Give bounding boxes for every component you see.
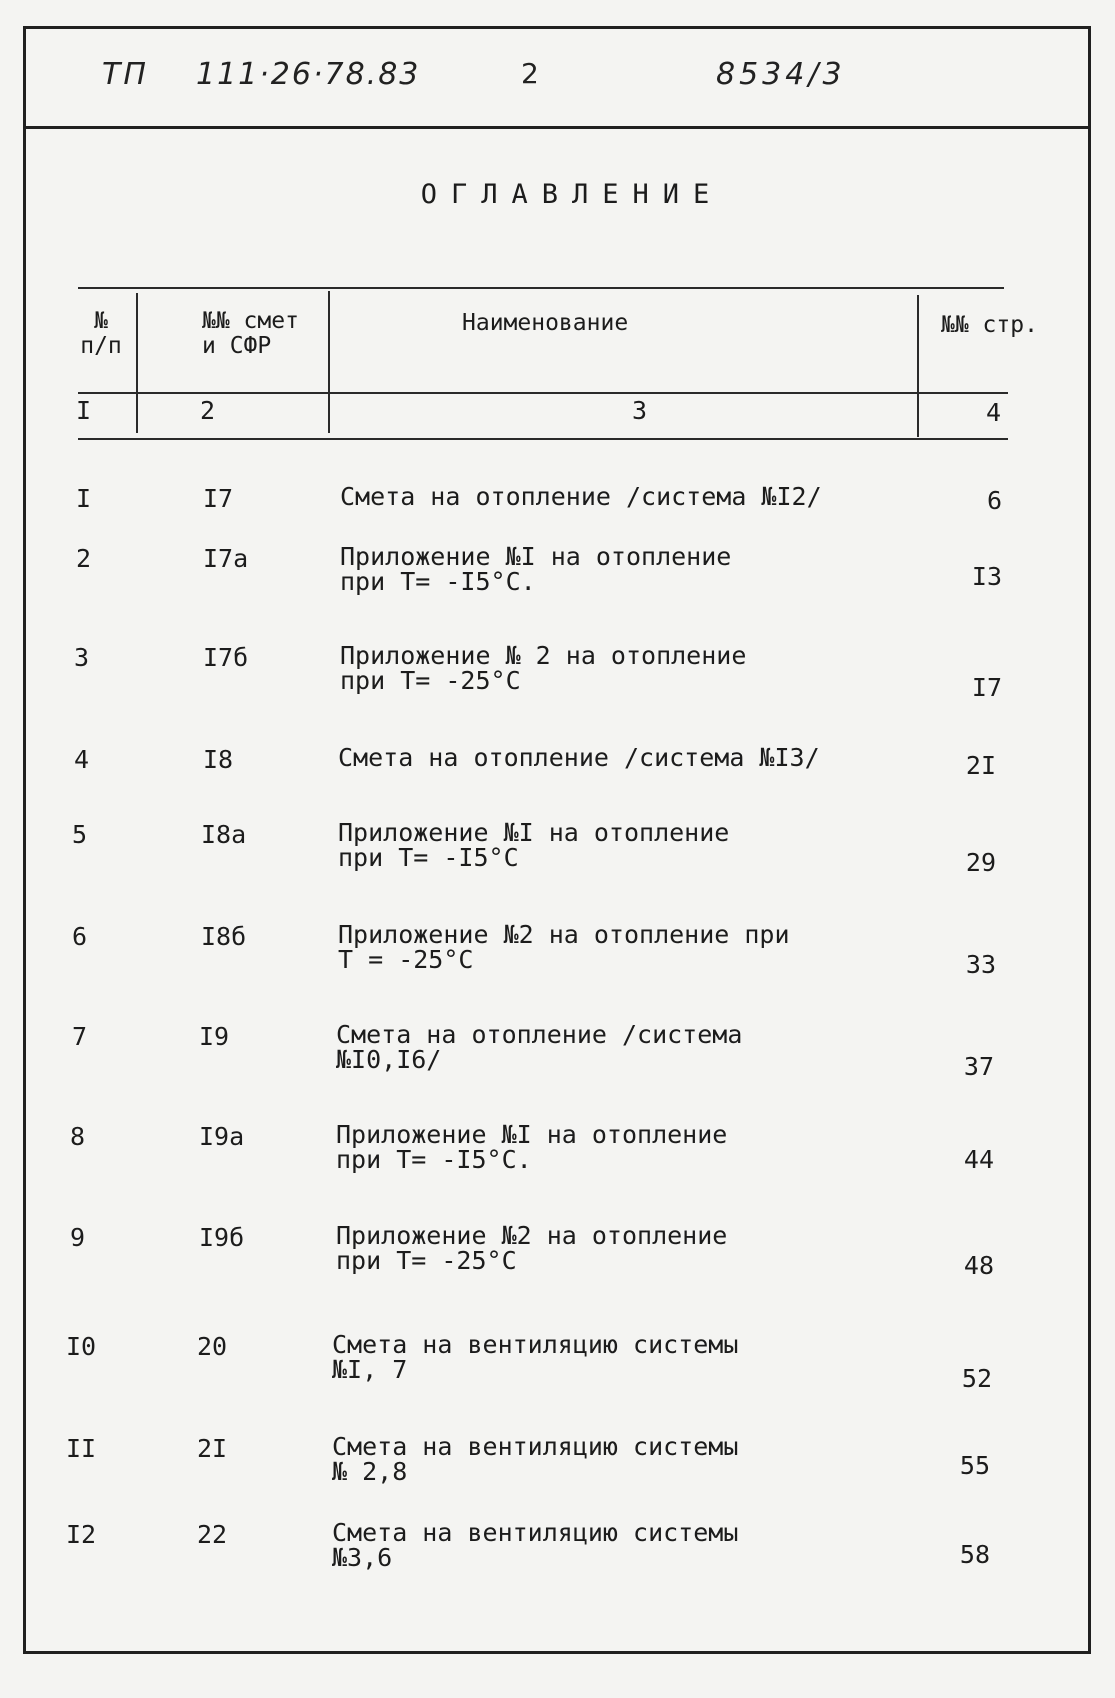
entry-page: I7 xyxy=(971,673,1002,702)
title-stamp xyxy=(26,29,1088,129)
table-col-divider-1 xyxy=(136,293,138,433)
entry-page: 29 xyxy=(965,848,996,877)
entry-page: 2I xyxy=(965,751,996,780)
entry-name: Приложение №I на отопление при Т= -I5°С xyxy=(338,818,730,872)
estimate-code: I9а xyxy=(199,1122,245,1151)
entry-page: 48 xyxy=(963,1251,994,1280)
table-col-divider-3 xyxy=(917,295,919,437)
entry-page: 33 xyxy=(965,950,996,979)
estimate-code: I7а xyxy=(203,544,249,573)
series-prefix: ТП xyxy=(102,57,149,92)
entry-name: Смета на отопление /система №I2/ xyxy=(340,482,822,511)
row-number: 6 xyxy=(72,922,88,951)
row-number: 5 xyxy=(72,820,88,849)
estimate-code: I9 xyxy=(199,1022,230,1051)
row-number: I xyxy=(76,484,92,513)
entry-page: 6 xyxy=(986,486,1002,515)
page-number: 2 xyxy=(521,57,539,90)
estimate-code: I8 xyxy=(203,745,234,774)
estimate-code: 2I xyxy=(197,1434,228,1463)
table-row xyxy=(26,1520,1088,1600)
document-sheet xyxy=(23,26,1091,1654)
column-number-3: 3 xyxy=(632,396,648,425)
table-row xyxy=(26,922,1088,1002)
estimate-code: 22 xyxy=(197,1520,228,1549)
table-top-rule xyxy=(78,287,1004,289)
estimate-code: I7 xyxy=(203,484,234,513)
row-number: I2 xyxy=(66,1520,97,1549)
estimate-code: I9б xyxy=(199,1223,245,1252)
estimate-code: 20 xyxy=(197,1332,228,1361)
row-number: 2 xyxy=(76,544,92,573)
header-page-number: №№ стр. xyxy=(941,312,1038,338)
entry-page: 44 xyxy=(963,1145,994,1174)
header-row-number: № п/п xyxy=(80,308,122,359)
table-bottom-rule xyxy=(78,438,1008,440)
row-number: I0 xyxy=(66,1332,97,1361)
entry-name: Приложение № 2 на отопление при Т= -25°С xyxy=(340,641,747,695)
entry-name: Смета на вентиляцию системы №3,6 xyxy=(332,1518,739,1572)
table-row xyxy=(26,820,1088,900)
table-col-divider-2 xyxy=(328,291,330,433)
page-title: ОГЛАВЛЕНИЕ xyxy=(420,179,724,210)
table-header-rule xyxy=(78,392,1008,394)
table-row xyxy=(26,1122,1088,1202)
entry-name: Приложение №I на отопление при Т= -I5°С. xyxy=(336,1120,728,1174)
table-row xyxy=(26,1434,1088,1514)
entry-name: Смета на вентиляцию системы №I, 7 xyxy=(332,1330,739,1384)
row-number: 8 xyxy=(70,1122,86,1151)
estimate-code: I8б xyxy=(201,922,247,951)
entry-name: Приложение №2 на отопление при Т= -25°С xyxy=(336,1221,728,1275)
row-number: II xyxy=(66,1434,97,1463)
row-number: 9 xyxy=(70,1223,86,1252)
row-number: 7 xyxy=(72,1022,88,1051)
estimate-code: I8а xyxy=(201,820,247,849)
table-row xyxy=(26,745,1088,825)
entry-name: Смета на отопление /система №I0,I6/ xyxy=(336,1020,743,1074)
estimate-code: I7б xyxy=(203,643,249,672)
table-row xyxy=(26,544,1088,624)
entry-page: 52 xyxy=(961,1364,992,1393)
entry-name: Смета на вентиляцию системы № 2,8 xyxy=(332,1432,739,1486)
row-number: 3 xyxy=(74,643,90,672)
entry-name: Приложение №2 на отопление при Т = -25°С xyxy=(338,920,790,974)
entry-name: Смета на отопление /система №I3/ xyxy=(338,743,820,772)
row-number: 4 xyxy=(74,745,90,774)
table-row xyxy=(26,1022,1088,1102)
document-code: 8534/3 xyxy=(716,57,846,92)
entry-page: 58 xyxy=(959,1540,990,1569)
column-number-2: 2 xyxy=(200,396,216,425)
table-row xyxy=(26,1223,1088,1303)
entry-name: Приложение №I на отопление при Т= -I5°С. xyxy=(340,542,732,596)
header-name: Наименование xyxy=(462,310,629,336)
table-row xyxy=(26,643,1088,723)
entry-page: 55 xyxy=(959,1451,990,1480)
entry-page: 37 xyxy=(963,1052,994,1081)
entry-page: I3 xyxy=(971,562,1002,591)
series-number: 111·26·78.83 xyxy=(196,57,421,92)
column-number-1: I xyxy=(76,396,92,425)
header-estimate-number: №№ смет и СФР xyxy=(202,308,299,359)
column-number-4: 4 xyxy=(986,398,1002,427)
table-row xyxy=(26,1332,1088,1412)
